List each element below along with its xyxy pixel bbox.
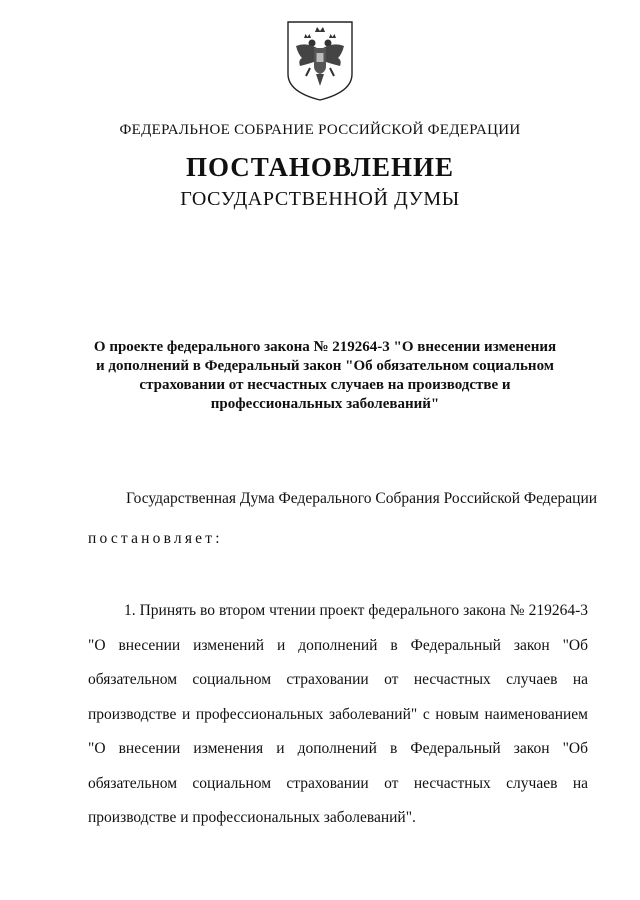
intro-text: Государственная Дума Федерального Собрания Российской Федерации bbox=[126, 490, 598, 507]
organization-name: ФЕДЕРАЛЬНОЕ СОБРАНИЕ РОССИЙСКОЙ ФЕДЕРАЦИИ bbox=[119, 122, 521, 138]
decrees-word: постановляет: bbox=[88, 530, 223, 547]
paragraph-1: 1. Принять во втором чтении проект федерального закона № 219264-3 "О внесении изменений и дополнений в Федеральный закон "Об обязательном социальном страховании от несчастных случаев на производстве и профессиональных заболеваний" с новым наименованием "О внесении изменения и дополнений в Федеральный закон "Об обязательном социальном страховании от несчастных случаев на производстве и профессиональных заболеваний". bbox=[88, 602, 588, 826]
document-subject: О проекте федерального закона № 219264-3 "О внесении изменения и дополнений в Федеральный закон "Об обязательном социальном страховании от несчастных случаев на производстве и профессиональных заболеваний" bbox=[93, 339, 557, 412]
russian-coat-of-arms-icon bbox=[284, 18, 356, 102]
document-subtitle: ГОСУДАРСТВЕННОЙ ДУМЫ bbox=[180, 188, 460, 210]
document-title: ПОСТАНОВЛЕНИЕ bbox=[185, 152, 455, 182]
